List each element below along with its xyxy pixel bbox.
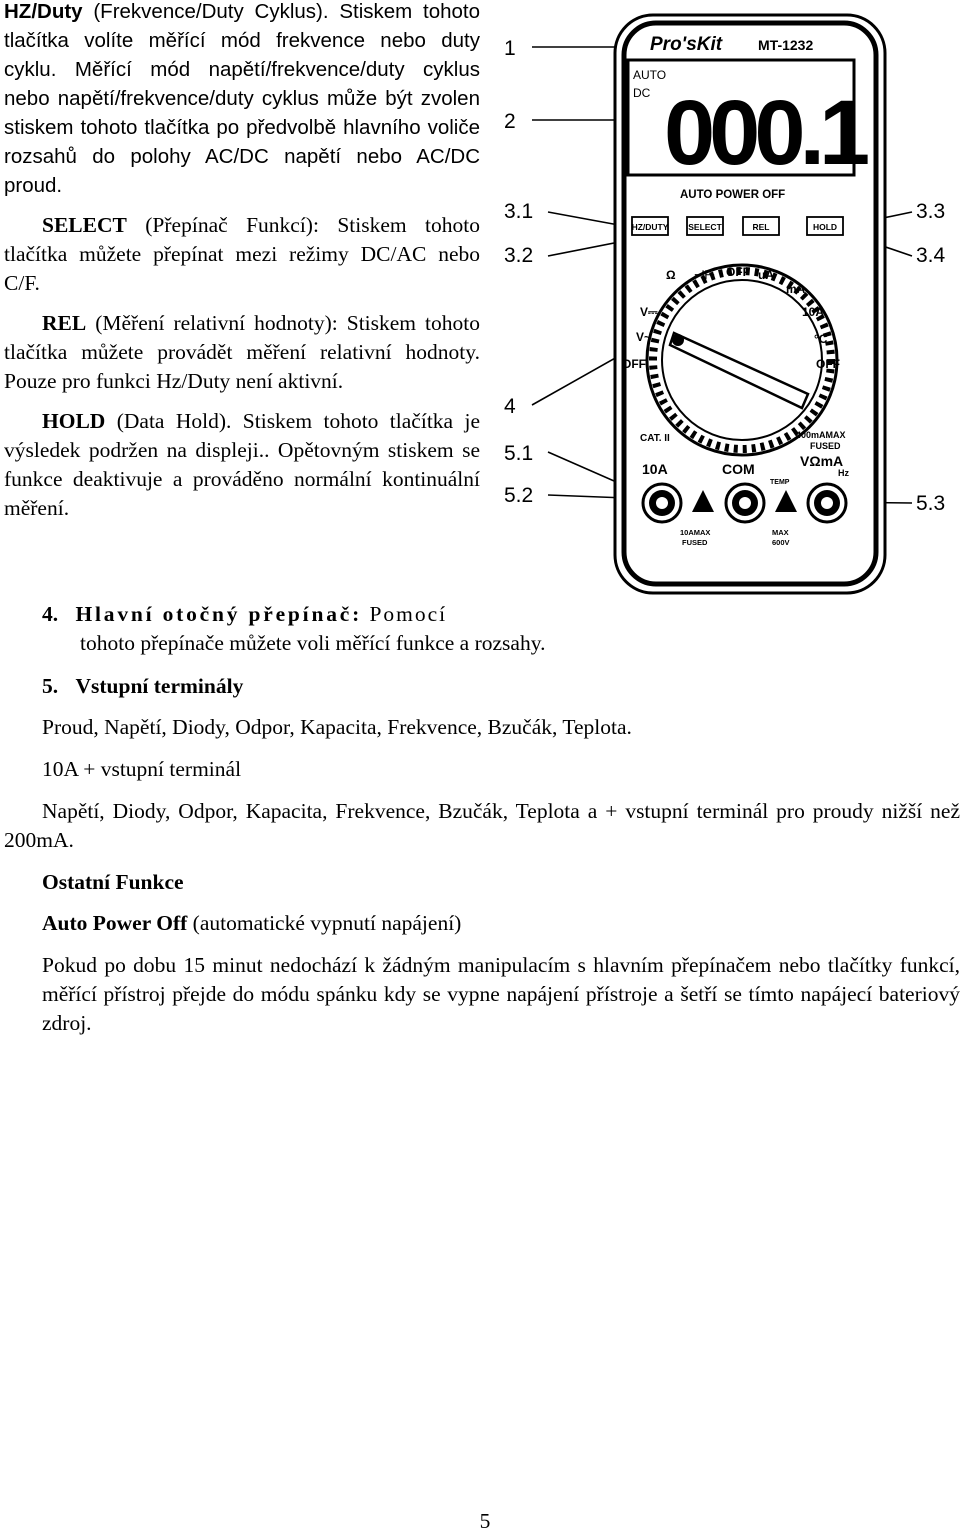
dial-10a: 10A [802,305,825,319]
hold-paragraph [4,407,480,523]
section-5-number: 5. [42,674,59,698]
dial-off-right: OFF [816,357,840,371]
dial-off-left: OFF [622,357,646,371]
terminal-10a-label: 10A [642,461,668,477]
terminal-com[interactable] [726,484,764,522]
lcd-digits: 000.1 [664,82,865,184]
hz-duty-paragraph [4,0,480,200]
hold-text: (Data Hold). Stiskem tohoto tlačítka je výsledek podržen na displeji.. Opětovným stiskem se funkce deaktivuje a prováděno normální kontinuální měření. [4,409,480,520]
section-5-title: Vstupní terminály [75,674,244,698]
terminal-item-1: Proud, Napětí, Diody, Odpor, Kapacita, Frekvence, Bzučák, Teplota. [42,715,632,739]
section-4-rest: Pomocí [362,602,448,626]
terminal-vohm-ma[interactable] [808,484,846,522]
model-label: MT-1232 [758,37,814,53]
hold-button-label: HOLD [812,222,838,232]
auto-power-off-heading [42,909,942,938]
hz-terminal-label: Hz [838,468,849,478]
select-button-label: SELECT [688,222,722,232]
rel-paragraph [4,309,480,396]
section-4-line2: tohoto přepínače můžete voli měřící funkce a rozsahy. [80,631,546,655]
section-4-line1 [42,600,482,629]
auto-power-off-label: AUTO POWER OFF [680,189,786,201]
rotary-dial[interactable] [662,280,825,440]
terminal-com-label: COM [722,461,755,477]
auto-power-off-title: Auto Power Off [42,911,188,935]
cat-label: CAT. II [640,433,670,444]
terminal-item-3: Napětí, Diody, Odpor, Kapacita, Frekvence, Bzučák, Teplota a + vstupní terminál pro proudy nižší než 200mA. [4,799,960,852]
left-column [4,0,480,534]
hold-title: HOLD [42,409,106,433]
terminal-10a[interactable] [643,484,681,522]
auto-power-off-subtitle: (automatické vypnutí napájení) [187,911,462,935]
select-title: SELECT [42,213,127,237]
rel-title: REL [42,311,87,335]
callout-3-3: 3.3 [916,200,946,223]
terminal-item-2: 10A + vstupní terminál [42,757,242,781]
hz-duty-text: (Frekvence/Duty Cyklus). Stiskem tohoto tlačítka volíte měřící mód frekvence nebo duty cyklu. Měřící mód napětí/frekvence/duty cyklus nebo napětí/frekvence/duty cyklus může být zvolen stiskem tohoto tlačítka po předvolbě hlavního voliče rozsahů do polohy AC/DC napětí nebo AC/DC proud. [4,0,480,197]
dial-celsius: °C [814,332,828,346]
callout-4: 4 [504,395,516,418]
dial-v-dc: V⎓ [640,305,658,319]
multimeter-diagram [490,0,960,600]
callout-3-2: 3.2 [504,244,534,267]
lcd-auto: AUTO [633,68,667,82]
rel-text: (Měření relativní hodnoty): Stiskem tohoto tlačítka můžete provádět měření relativní hodnoty. Pouze pro funkci Hz/Duty není aktivní. [4,311,480,393]
rel-button-label: REL [752,222,770,232]
fused-400ma-label: 400mAMAX [796,430,846,440]
dial-off-top: OFF [726,265,750,279]
auto-power-off-text: Pokud po dobu 15 minut nedochází k žádným manipulacím s hlavním přepínačem nebo tlačítky funkcí, měřící přístroj přejde do módu spánku kdy se vypne napájení přístroje a šetří se tímto napájecí bateriový zdroj. [42,953,960,1035]
callout-2: 2 [504,110,516,133]
callout-5-3: 5.3 [916,492,946,515]
dial-ohm: Ω [666,268,676,282]
temp-label: TEMP [770,479,790,486]
dial-v-ac: V~ [636,330,652,344]
dial-ma: mA [786,282,806,296]
select-text: (Přepínač Funkcí): Stiskem tohoto tlačítka můžete přepínat mezi režimy DC/AC nebo C/F. [4,213,480,295]
callout-5-1: 5.1 [504,442,534,465]
page-number: 5 [479,1509,491,1533]
callout-5-2: 5.2 [504,484,534,507]
dial-ua: uA [758,268,774,282]
label-600v: 600V [772,538,790,547]
section-5-heading [42,672,642,701]
section-4-title: Hlavní otočný přepínač: [75,602,363,626]
vohm-ma-label: VΩmA [800,453,844,469]
callout-3-1: 3.1 [504,200,534,223]
fused-label-top: FUSED [810,441,841,451]
dial-pointer-dot [672,334,684,346]
section-4-number: 4. [42,602,59,626]
select-paragraph [4,211,480,298]
hz-duty-title: HZ/Duty [4,0,83,23]
callout-1: 1 [504,37,516,60]
other-functions-heading: Ostatní Funkce [42,870,184,894]
hz-duty-button-label: HZ/DUTY [631,222,669,232]
lcd-dc: DC [633,86,651,100]
label-fused: FUSED [682,538,708,547]
brand-logo: Pro'sKit [650,34,723,55]
label-max: MAX [772,528,789,537]
callout-3-4: 3.4 [916,244,946,267]
dial-capacitance: ⊣⊢ [694,268,715,282]
label-10amax: 10AMAX [680,528,711,537]
